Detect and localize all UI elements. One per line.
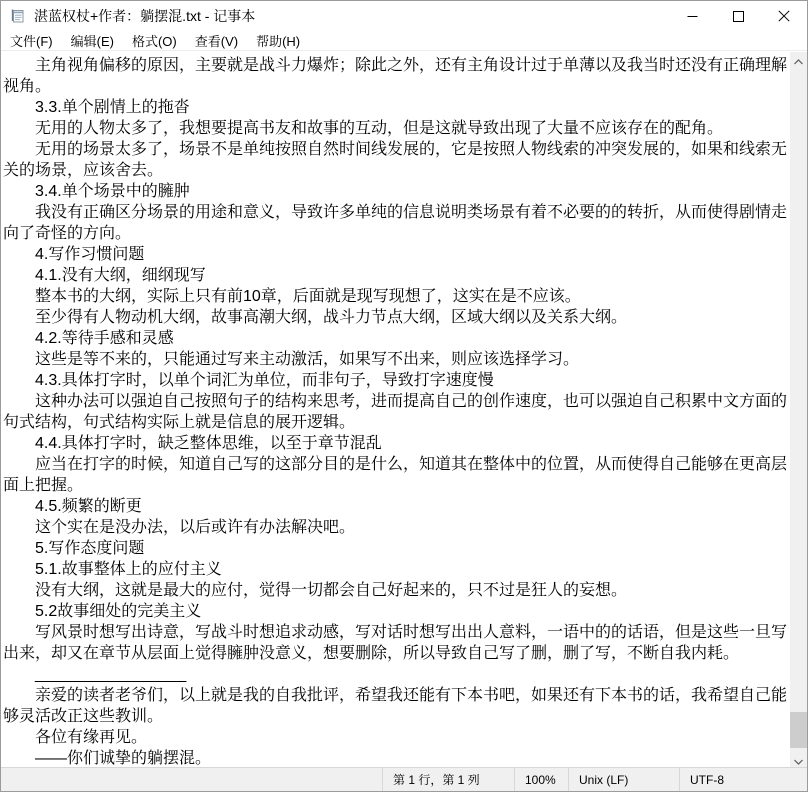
text-line: ——你们诚挚的躺摆混。: [3, 750, 212, 767]
title-bar[interactable]: [1, 1, 807, 31]
text-line: 关的场景，应该舍去。: [3, 162, 164, 179]
text-line: 我没有正确区分场景的用途和意义，导致许多单纯的信息说明类场景有着不必要的的转折，从而使得剧情走: [3, 204, 788, 221]
text-line: 5.1.故事整体上的应付主义: [3, 561, 222, 578]
window-title: 湛蓝权杖+作者：躺摆混.txt - 记事本: [34, 8, 256, 24]
text-line: 4.5.频繁的断更: [3, 498, 142, 515]
text-line: 无用的场景太多了，场景不是单纯按照自然时间线发展的，它是按照人物线索的冲突发展的，如果和线索无: [3, 141, 788, 158]
text-line: 应当在打字的时候，知道自己写的这部分目的是什么，知道其在整体中的位置，从而使得自己能够在更高层: [3, 456, 788, 473]
text-line: 面上把握。: [3, 477, 84, 494]
menu-format[interactable]: 格式(O): [131, 34, 177, 49]
menu-edit[interactable]: 编辑(E): [70, 34, 114, 49]
text-line: 这些是等不来的，只能通过写来主动激活，如果写不出来，则应该选择学习。: [3, 351, 580, 368]
text-line: 这种办法可以强迫自己按照句子的结构来思考，进而提高自己的创作速度，也可以强迫自己积累中文方面的: [3, 393, 788, 410]
vertical-scrollbar[interactable]: [790, 52, 807, 769]
notepad-icon: [10, 8, 26, 24]
text-line: 这个实在是没办法，以后或许有办法解决吧。: [3, 519, 356, 536]
text-line: 亲爱的读者老爷们，以上就是我的自我批评，希望我还能有下本书吧，如果还有下本书的话，我希望自己能: [3, 687, 788, 704]
status-bar: [1, 767, 807, 791]
text-line: 4.写作习惯问题: [3, 246, 145, 263]
text-line: 视角。: [3, 78, 52, 95]
text-line: 4.1.没有大纲，细纲现写: [3, 267, 206, 284]
menu-view[interactable]: 查看(V): [194, 34, 239, 49]
text-line: 5.2故事细处的完美主义: [3, 603, 202, 620]
status-spacer: [1, 768, 382, 791]
text-line: 无用的人物太多了，我想要提高书友和故事的互动，但是这就导致出现了大量不应该存在的配角。: [3, 120, 724, 137]
text-line: 向了奇怪的方向。: [3, 225, 132, 242]
text-line: 5.写作态度问题: [3, 540, 145, 557]
text-line: 4.2.等待手感和灵感: [3, 330, 174, 347]
close-icon: [778, 10, 790, 22]
text-line: 4.3.具体打字时，以单个词汇为单位，而非句子，导致打字速度慢: [3, 372, 494, 389]
text-line: 4.4.具体打字时，缺乏整体思维，以至于章节混乱: [3, 435, 382, 452]
text-line: 句式结构，句式结构实际上就是信息的展开逻辑。: [3, 414, 356, 431]
menu-file[interactable]: 文件(F): [10, 34, 53, 49]
window-controls: [669, 1, 807, 31]
scroll-up-button[interactable]: [790, 52, 807, 69]
maximize-button[interactable]: [715, 1, 761, 31]
status-cursor-position: 第 1 行，第 1 列: [382, 768, 514, 791]
status-line-ending: Unix (LF): [568, 768, 679, 791]
text-line: 主角视角偏移的原因，主要就是战斗力爆炸；除此之外，还有主角设计过于单薄以及我当时还没有正确理解: [3, 57, 788, 74]
text-line: 整本书的大纲，实际上只有前10章，后面就是现写现想了，这实在是不应该。: [3, 288, 581, 305]
text-line: 3.3.单个剧情上的拖沓: [3, 99, 190, 116]
text-line: 出来，却又在章节从层面上觉得臃肿没意义，想要删除，所以导致自己写了删，删了写，不断自我内耗。: [3, 645, 740, 662]
text-line: 3.4.单个场景中的臃肿: [3, 183, 190, 200]
status-zoom-level: 100%: [514, 768, 568, 791]
text-editor[interactable]: [1, 52, 792, 769]
text-line: 够灵活改正这些教训。: [3, 708, 164, 725]
status-encoding: UTF-8: [679, 768, 807, 791]
text-line: 没有大纲，这就是最大的应付，觉得一切都会自己好起来的，只不过是狂人的妄想。: [3, 582, 628, 599]
menu-bar: [1, 31, 807, 51]
text-line: 各位有缘再见。: [3, 729, 148, 746]
text-line: 至少得有人物动机大纲，故事高潮大纲，战斗力节点大纲，区域大纲以及关系大纲。: [3, 309, 628, 326]
scrollbar-thumb[interactable]: [790, 712, 807, 748]
minimize-icon: [687, 11, 698, 22]
text-line: _________________: [3, 666, 187, 683]
menu-help[interactable]: 帮助(H): [256, 34, 301, 49]
minimize-button[interactable]: [669, 1, 715, 31]
maximize-icon: [733, 11, 744, 22]
text-line: 写风景时想写出诗意，写战斗时想追求动感，写对话时想写出出人意料，一语中的的话语，但是这些一旦写: [3, 624, 788, 641]
close-button[interactable]: [761, 1, 807, 31]
chevron-up-icon: [794, 52, 803, 70]
